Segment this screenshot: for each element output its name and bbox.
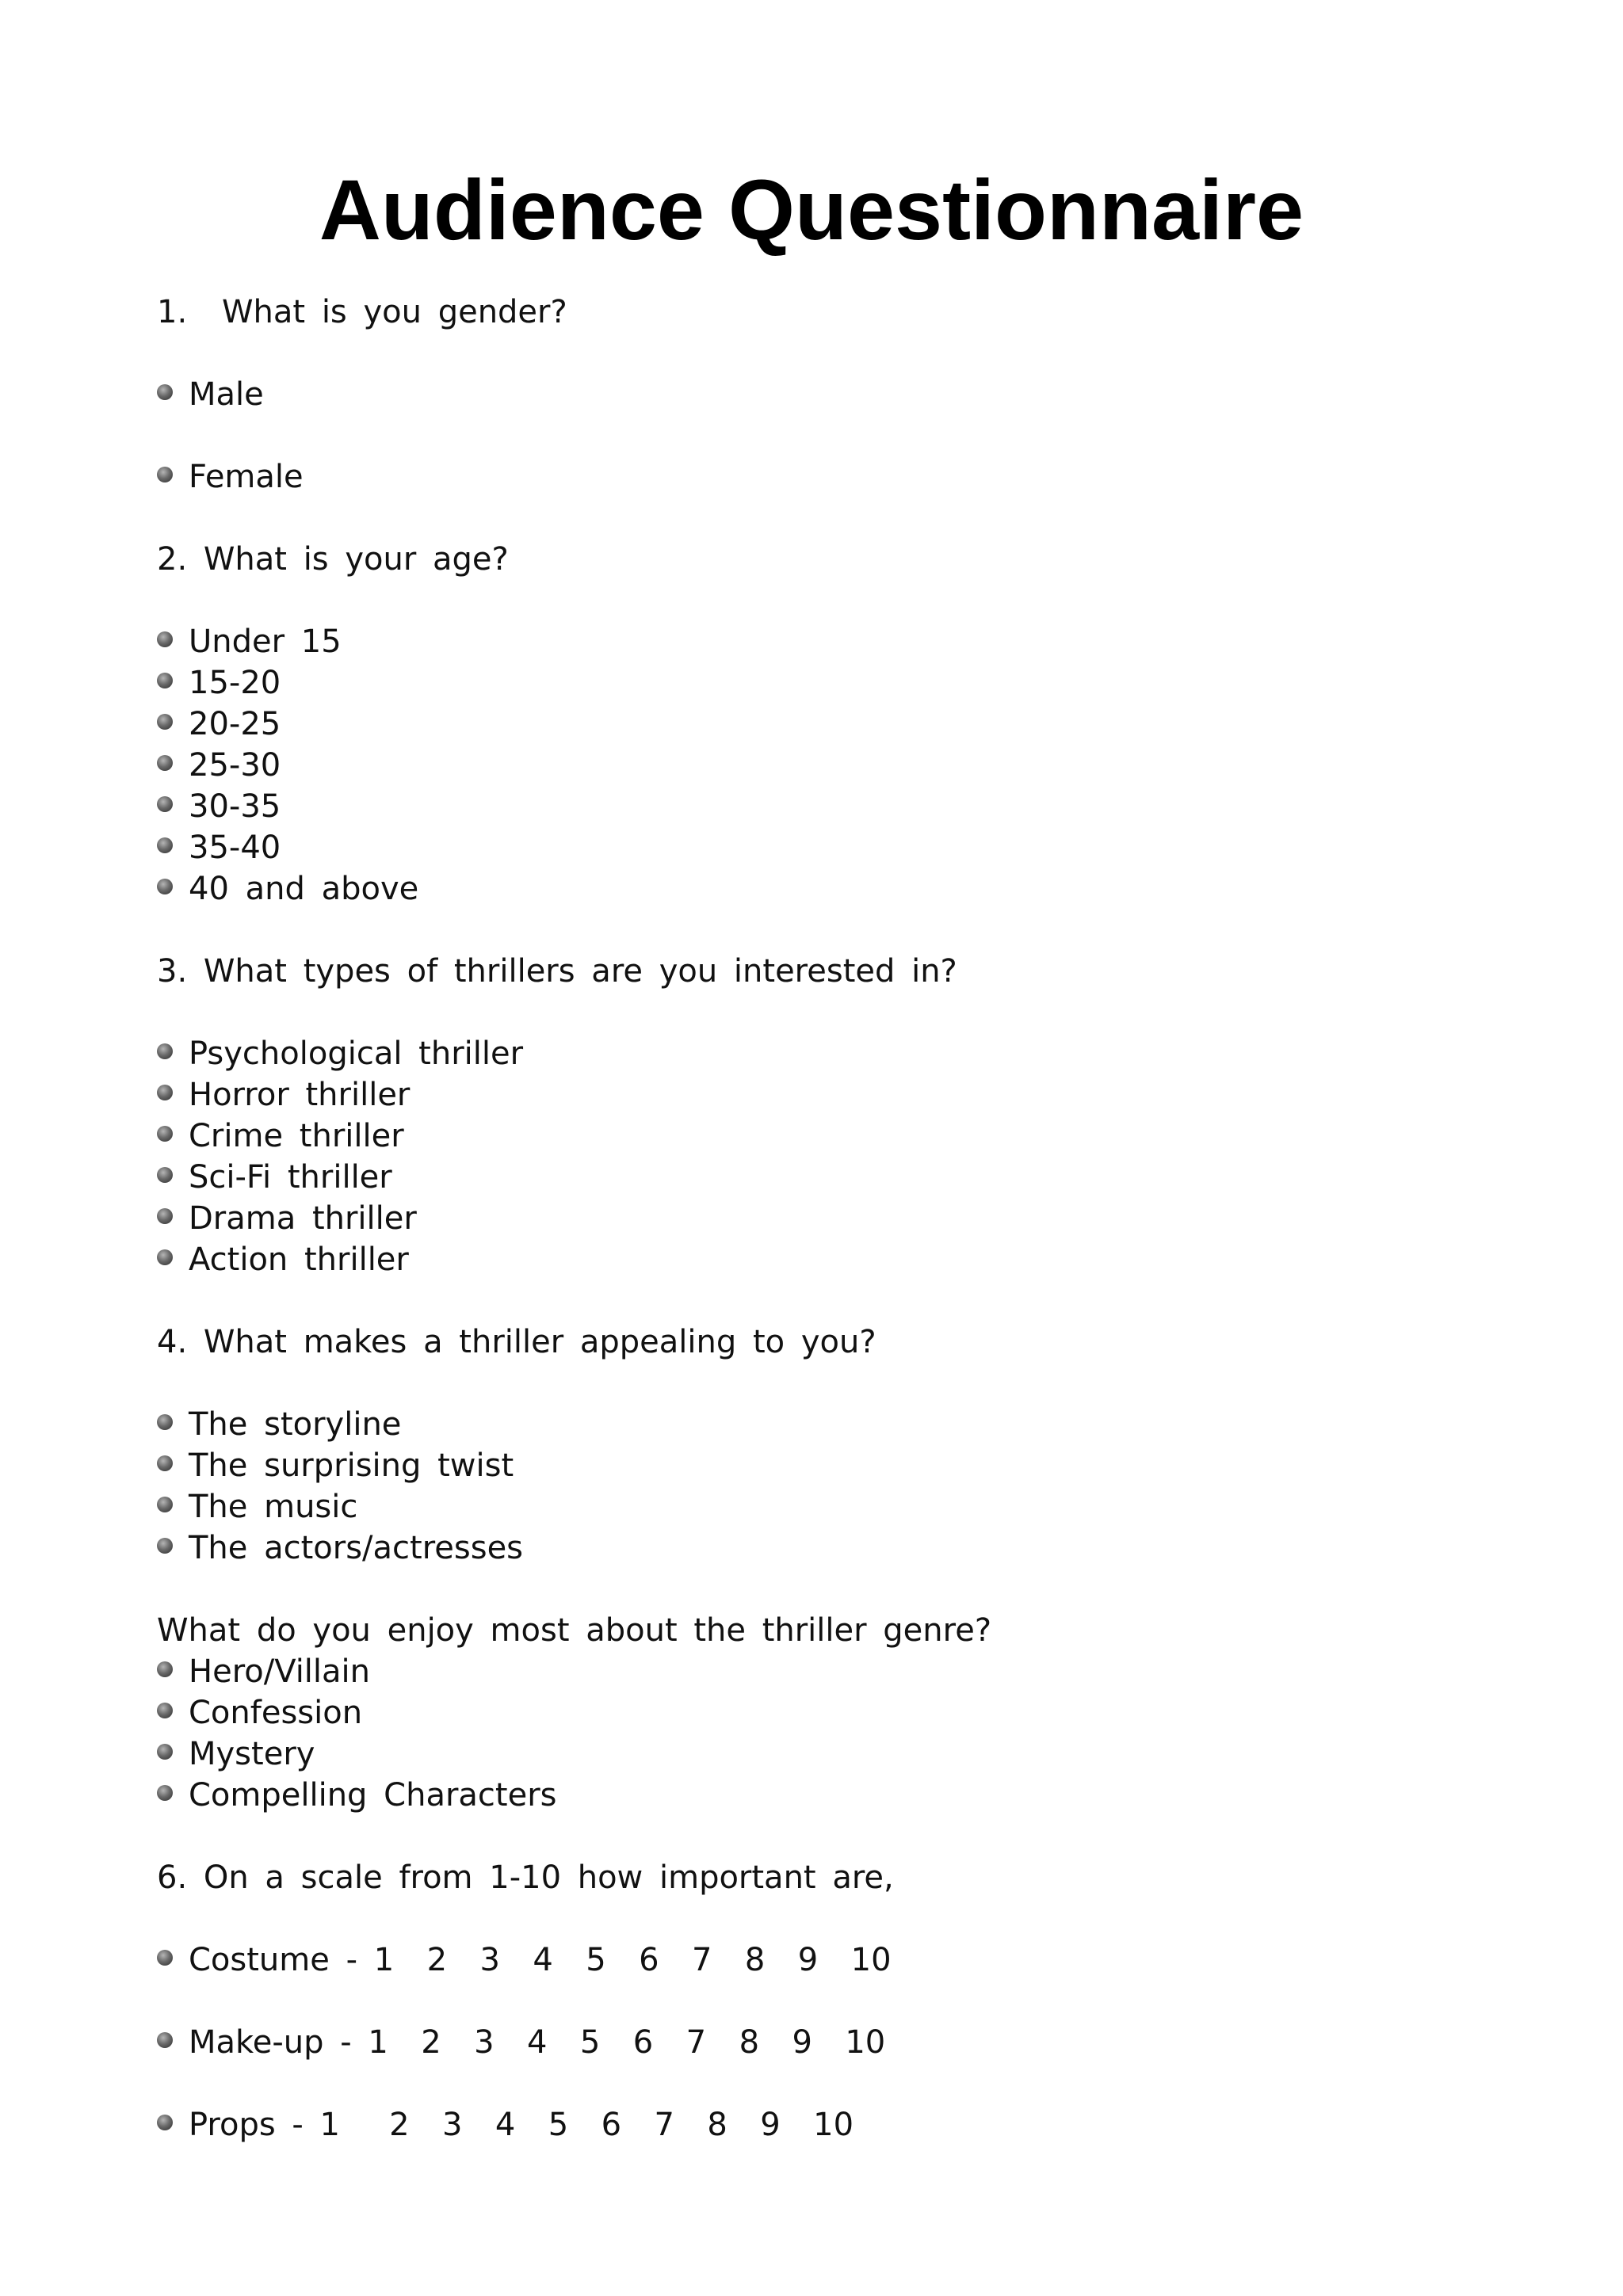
bullet-icon bbox=[157, 837, 173, 853]
question-1-text: What is you gender? bbox=[222, 294, 567, 330]
list-item: Male bbox=[157, 374, 264, 415]
list-item: Horror thriller bbox=[157, 1074, 410, 1116]
page-title: Audience Questionnaire bbox=[319, 162, 1304, 257]
list-item: Drama thriller bbox=[157, 1198, 417, 1239]
bullet-icon bbox=[157, 796, 173, 812]
list-item: Costume - 1 2 3 4 5 6 7 8 9 10 bbox=[157, 1939, 892, 1981]
list-item: Make-up - 1 2 3 4 5 6 7 8 9 10 bbox=[157, 2022, 885, 2063]
bullet-icon bbox=[157, 2115, 173, 2130]
bullet-icon bbox=[157, 1126, 173, 1142]
bullet-icon bbox=[157, 2032, 173, 2048]
question-5: What do you enjoy most about the thriller genre? bbox=[157, 1612, 992, 1649]
bullet-icon bbox=[157, 1208, 173, 1224]
bullet-icon bbox=[157, 1497, 173, 1512]
question-1-number: 1. bbox=[157, 294, 188, 330]
list-item: The surprising twist bbox=[157, 1445, 514, 1486]
bullet-icon bbox=[157, 1085, 173, 1100]
bullet-icon bbox=[157, 1538, 173, 1554]
list-item: 30-35 bbox=[157, 786, 281, 827]
list-item: The actors/actresses bbox=[157, 1527, 523, 1569]
bullet-icon bbox=[157, 1703, 173, 1718]
list-item: Action thriller bbox=[157, 1239, 409, 1280]
question-3: 3. What types of thrillers are you interested in? bbox=[157, 953, 957, 990]
list-item: The music bbox=[157, 1486, 357, 1527]
list-item: Hero/Villain bbox=[157, 1651, 370, 1692]
list-item: Under 15 bbox=[157, 621, 342, 662]
list-item: Crime thriller bbox=[157, 1116, 404, 1157]
bullet-icon bbox=[157, 1950, 173, 1966]
list-item: Sci-Fi thriller bbox=[157, 1157, 392, 1198]
bullet-icon bbox=[157, 1744, 173, 1760]
list-item: Props - 1 2 3 4 5 6 7 8 9 10 bbox=[157, 2104, 854, 2145]
bullet-icon bbox=[157, 1043, 173, 1059]
list-item: Mystery bbox=[157, 1733, 315, 1775]
list-item: Compelling Characters bbox=[157, 1775, 556, 1816]
list-item: 35-40 bbox=[157, 827, 281, 868]
bullet-icon bbox=[157, 1785, 173, 1801]
list-item: Female bbox=[157, 456, 304, 498]
list-item: The storyline bbox=[157, 1404, 401, 1445]
list-item: Psychological thriller bbox=[157, 1033, 523, 1074]
bullet-icon bbox=[157, 1455, 173, 1471]
bullet-icon bbox=[157, 1167, 173, 1183]
bullet-icon bbox=[157, 384, 173, 400]
question-2: 2. What is your age? bbox=[157, 541, 509, 578]
bullet-icon bbox=[157, 714, 173, 730]
list-item: 40 and above bbox=[157, 868, 418, 910]
list-item: Confession bbox=[157, 1692, 362, 1733]
list-item: 15-20 bbox=[157, 662, 281, 704]
question-4: 4. What makes a thriller appealing to you? bbox=[157, 1324, 876, 1360]
list-item: 25-30 bbox=[157, 745, 281, 786]
bullet-icon bbox=[157, 1661, 173, 1677]
bullet-icon bbox=[157, 1249, 173, 1265]
bullet-icon bbox=[157, 1414, 173, 1430]
bullet-icon bbox=[157, 631, 173, 647]
bullet-icon bbox=[157, 755, 173, 771]
question-6: 6. On a scale from 1-10 how important are, bbox=[157, 1859, 894, 1896]
bullet-icon bbox=[157, 467, 173, 482]
question-1 bbox=[157, 292, 567, 333]
bullet-icon bbox=[157, 673, 173, 688]
list-item: 20-25 bbox=[157, 704, 281, 745]
bullet-icon bbox=[157, 879, 173, 894]
